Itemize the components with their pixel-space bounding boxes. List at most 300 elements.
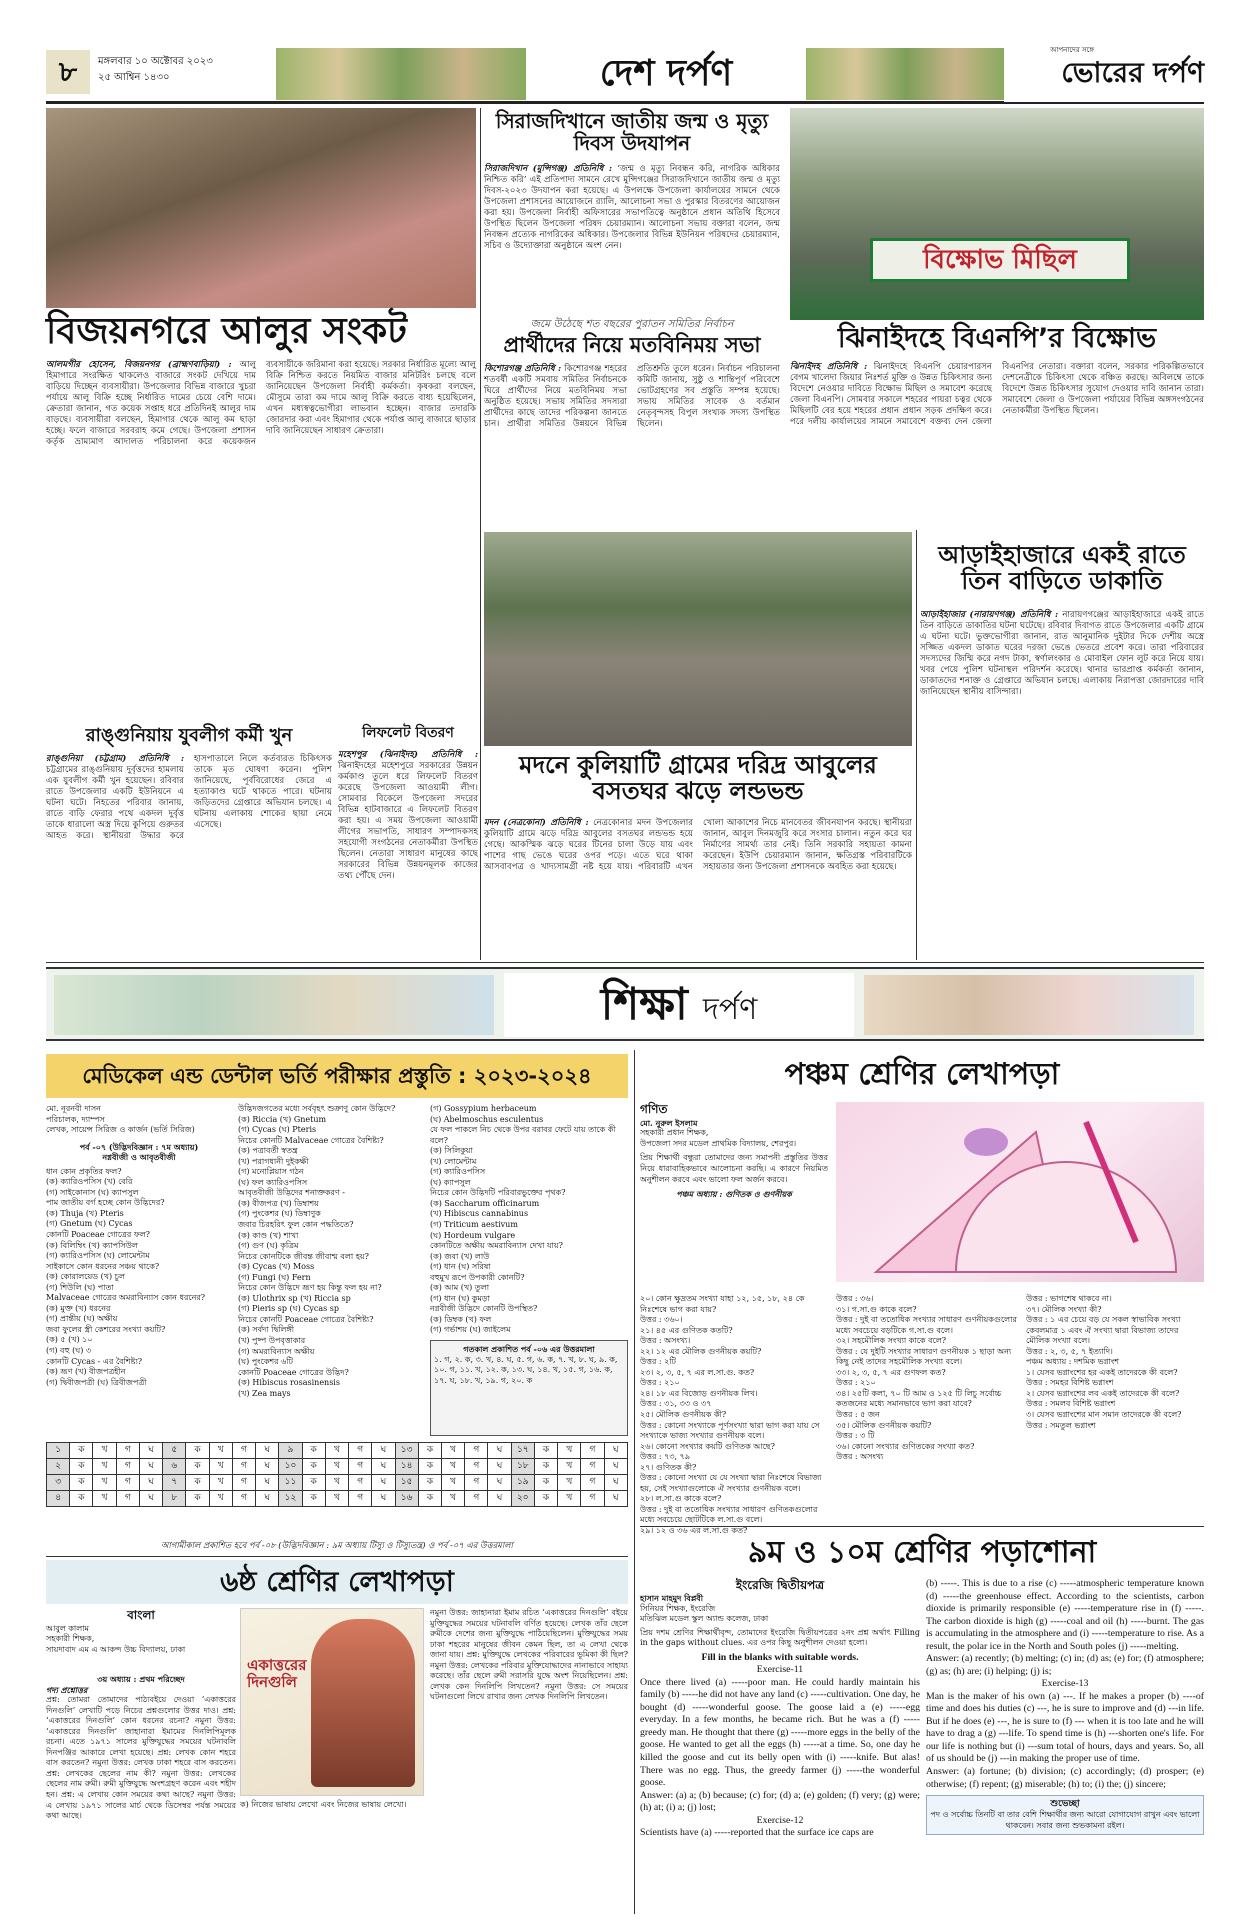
horizontal-rule: [46, 1556, 628, 1557]
class6-bottom-note: ক) নিজের ভাষায় লেখো এবং নিজের ভাষায় লেখো।: [240, 1800, 407, 1809]
question-number-cell: ১৮: [511, 1459, 534, 1475]
answer-bubble[interactable]: গ: [232, 1491, 255, 1507]
question-number-cell: ২০: [511, 1491, 534, 1507]
answer-bubble[interactable]: গ: [232, 1443, 255, 1459]
exercise-13-answer: Answer: (a) fortune; (b) division; (c) accordingly; (d) prosper; (e) otherwise; (f) repent; (g) miserable; (h) to; (i) the; (j) sincere;: [926, 1765, 1204, 1790]
question-number-cell: ১৬: [395, 1491, 418, 1507]
medical-question-line: (গ) Triticum aestivum: [430, 1220, 518, 1230]
answer-grid-row: [47, 1459, 628, 1475]
class5-subject: গণিত: [640, 1102, 668, 1116]
medical-chapter: নগ্নবীজী ও আবৃতবীজী: [102, 1152, 176, 1163]
exercise-12-answer: Answer: (a) recently; (b) melting; (c) in; (d) as; (e) for; (f) atmosphere; (g) as; (h) are; (i) helping; (j) is;: [926, 1653, 1205, 1677]
greeting-box: [926, 1795, 1204, 1835]
answer-bubble[interactable]: ঘ: [604, 1459, 627, 1475]
answer-bubble[interactable]: খ: [441, 1443, 464, 1459]
medical-question-line: (গ) অমরাবিন্যাস অক্ষীয়: [238, 1346, 315, 1356]
class6-author-block: [46, 1608, 236, 1670]
medical-question-line: (ক) পত্রাবর্তী স্বতন্ত্র: [238, 1146, 298, 1156]
answer-bubble[interactable]: গ: [116, 1443, 139, 1459]
medical-questions-3: [430, 1104, 628, 1336]
education-banner: [46, 967, 1204, 1041]
class6-qa-left: [46, 1674, 236, 1914]
class5-qa-line: উত্তর : অসংখ্য: [836, 1452, 884, 1462]
question-number-cell: ১৩: [395, 1443, 418, 1459]
answer-bubble[interactable]: খ: [209, 1475, 232, 1491]
potato-text: আলু হিমাগারে সংরক্ষিত থাকলেও বাজারে সংকট দেখিয়ে দাম বাড়িয়ে দিচ্ছেন ব্যবসায়ীরা। উপজেলার বিভিন্ন বাজারে খুচরা পর্যায়ে আলু বিক্রি হচ্ছে নির্ধারিত দামের চেয়ে বেশি দামে। ক্রেতারা জানান, গত কয়েক সপ্তাহ ধরে প্রতিদিনই আলুর দাম বাড়ছে। ব্যবসায়ীরা বলছেন, হিমাগার থেকে আলু কম ছাড়া হচ্ছে। ফলে বাজারে সরবরাহ কমে গেছে। উপজেলা প্রশাসন কর্তৃক ভ্রাম্যমাণ আদালত পরিচালনা করে কয়েকজন ব্যবসায়ীকে জরিমানা করা হয়েছে। সরকার নির্ধারিত মূল্যে আলু বিক্রি নিশ্চিত করতে নিয়মিত বাজার মনিটরিং চলছে বলে জানিয়েছেন উপজেলা নির্বাহী কর্মকর্তা। কৃষকরা বলছেন, মৌসুমে তারা কম দামে আলু বিক্রি করতে বাধ্য হয়েছিলেন, এখন মধ্যস্বত্বভোগীরা লাভবান হচ্ছেন। বাজার তদারকি জোরদার করা এবং হিমাগার থেকে পর্যাপ্ত আলু বাজারে ছাড়ার দাবি জানিয়েছেন সাধারণ ক্রেতারা।: [46, 360, 476, 447]
medical-question-line: (ক) জবা (খ) লাউ: [430, 1251, 490, 1261]
medical-question-line: (খ) লোমেন্টাম: [430, 1156, 477, 1166]
medical-footer: আগামীকাল প্রকাশিত হবে পর্ব -০৮ (উদ্ভিদবিজ্ঞান : ৯ম অধ্যায় টিস্যু ও টিস্যুতন্ত্র) ও পর্ব -০৭ এর উত্তরমালা: [161, 1540, 513, 1550]
class5-qa-line: ১। যেসব ভগ্নাংশের হর একই তাদেরকে কী বলে?: [1026, 1367, 1178, 1377]
answer-bubble[interactable]: খ: [558, 1491, 581, 1507]
class6-title: ৬ষ্ঠ শ্রেণির লেখাপড়া: [46, 1560, 628, 1604]
medical-question-line: (গ) Fungi (ঘ) Fern: [238, 1272, 311, 1282]
illustration-title: একাত্তরের দিনগুলি: [247, 1656, 307, 1692]
answer-bubble[interactable]: খ: [558, 1459, 581, 1475]
medical-question-line: নিচের কোনটি Poaceae গোত্রের বৈশিষ্ট্য?: [238, 1314, 374, 1324]
class5-qa-line: উত্তর : ১ এর চেয়ে বড় যে সকল স্বাভাবিক সংখ্যা কেবলমাত্র ১ এবং ঐ সংখ্যা দ্বারা বিভাজ্য তাদের মৌলিক সংখ্যা বলে।: [1026, 1315, 1181, 1346]
medical-question-line: (ঘ) ক্যাপসুল: [430, 1177, 471, 1187]
answer-bubble[interactable]: খ: [93, 1491, 116, 1507]
answer-bubble[interactable]: গ: [581, 1491, 604, 1507]
medical-question-line: (খ) পুষ্প উপবৃত্তাকার: [238, 1336, 306, 1346]
answer-bubble[interactable]: ক: [534, 1491, 557, 1507]
answer-bubble[interactable]: ক: [418, 1475, 441, 1491]
medical-question-line: কোনটি Poaceae গোত্রের উদ্ভিদ?: [238, 1367, 349, 1377]
answer-bubble[interactable]: গ: [349, 1459, 372, 1475]
medical-question-line: (ক) ভ্রূণ (খ) বীজপত্রহীন: [46, 1367, 126, 1377]
class5-qa-line: উত্তর : সমহর বিশিষ্ট ভগ্নাংশ: [1026, 1378, 1114, 1388]
answer-bubble[interactable]: ক: [70, 1459, 93, 1475]
potato-body: [46, 360, 476, 722]
class5-qa-line: ২৮। ল.সা.গু কাকে বলে?: [640, 1494, 722, 1504]
page-header: [46, 46, 1204, 104]
answer-bubble[interactable]: ঘ: [139, 1491, 162, 1507]
question-number-cell: ১৯: [511, 1475, 534, 1491]
answer-bubble[interactable]: গ: [465, 1459, 488, 1475]
class5-qa-column-3: [1026, 1294, 1204, 1522]
class5-qa-line: ৩১। গ.সা.গু কাকে বলে?: [836, 1304, 917, 1314]
medical-answers-title: গতকাল প্রকাশিত পর্ব -০৬ এর উত্তরমালা: [463, 1344, 595, 1354]
answer-bubble[interactable]: খ: [441, 1475, 464, 1491]
logo-tagline: আপনাদের সঙ্গে: [1050, 46, 1094, 54]
medical-question-line: (গ) পুংকেশর (ঘ) ডিম্বাণুক: [238, 1209, 321, 1219]
class6-section: গদ্য প্রশ্নোত্তর: [46, 1684, 88, 1695]
rangunia-body: [46, 754, 332, 960]
answer-bubble[interactable]: ক: [418, 1459, 441, 1475]
class5-qa-line: উত্তর : যে দুইটি সংখ্যার সাধারণ গুণনীয়ক ১ ছাড়া অন্য কিছু নেই তাদের সহমৌলিক সংখ্যা বলে।: [836, 1346, 1012, 1367]
masthead-logo: [1004, 46, 1204, 102]
class5-qa-line: উত্তর : ২, ৩, ৫, ৭ ইত্যাদি।: [1026, 1346, 1113, 1356]
class6-qa-right: [430, 1608, 628, 1914]
storm-damaged-house-photo: [484, 532, 912, 746]
medical-question-line: (ক) Ulothrix sp (খ) Riccia sp: [238, 1293, 351, 1303]
medical-question-line: কোনটিতে অক্ষীয় অমরাবিন্যাস দেখা যায়?: [430, 1241, 563, 1251]
medical-question-line: (ক) সর্বদা দ্বিলিঙ্গী: [238, 1325, 295, 1335]
answer-bubble[interactable]: ঘ: [488, 1491, 511, 1507]
answer-bubble[interactable]: ক: [70, 1475, 93, 1491]
samiti-byline: কিশোরগঞ্জ প্রতিনিধি :: [484, 364, 562, 374]
medical-author-org: লেখক, সায়েন্স সিরিজ ও কার্জন (ভর্তি সিরিজ): [46, 1125, 195, 1135]
answer-bubble[interactable]: গ: [232, 1459, 255, 1475]
medical-question-line: (খ) পরাগধানী দুইকক্ষী: [238, 1156, 309, 1166]
answer-bubble[interactable]: ক: [186, 1443, 209, 1459]
class5-intro: প্রিয় শিক্ষার্থী বন্ধুরা তোমাদের জন্য সমাপনী প্রস্তুতির উত্তর নিয়ে ধারাবাহিকভাবে আলোচনা করছি। এ কারণে নিয়মিত অনুশীলন করবে এবং ভালো ফল অর্জন করবে।: [640, 1153, 828, 1184]
answer-bubble[interactable]: ক: [534, 1475, 557, 1491]
medical-question-line: (গ) শিউলি (ঘ) পাতা: [46, 1282, 114, 1292]
medical-question-line: নিচের কোনটি Malvaceae গোত্রের বৈশিষ্ট্য?: [238, 1135, 384, 1145]
class5-qa-line: উত্তর : ২টি: [640, 1357, 676, 1367]
rally-banner: [870, 238, 1130, 282]
answer-bubble[interactable]: ঘ: [488, 1443, 511, 1459]
class5-qa-line: ৩২। সহমৌলিক সংখ্যা কাকে বলে?: [836, 1336, 946, 1346]
medical-question-line: (ক) Riccia (খ) Gnetum: [238, 1114, 327, 1124]
class5-qa-line: উত্তর : ৫ জন: [836, 1410, 880, 1420]
question-number-cell: ৪: [47, 1491, 70, 1507]
exercise-11-title: Exercise-11: [756, 1664, 804, 1676]
answer-bubble[interactable]: ক: [534, 1459, 557, 1475]
answer-bubble[interactable]: ক: [186, 1459, 209, 1475]
answer-bubble[interactable]: গ: [349, 1443, 372, 1459]
question-number-cell: ১৪: [395, 1459, 418, 1475]
medical-question-line: (ক) মুক্ত (খ) ধরনের: [46, 1303, 111, 1313]
answer-bubble[interactable]: গ: [232, 1475, 255, 1491]
medical-question-line: আবৃতবীজী উদ্ভিদের শনাক্তকরণ -: [238, 1188, 345, 1198]
answer-bubble[interactable]: গ: [116, 1491, 139, 1507]
medical-question-line: (ক) আম (খ) তুলা: [430, 1283, 490, 1293]
class5-qa-line: ৩। যেসব ভগ্নাংশের মান সমান তাদেরকে কী বলে?: [1026, 1410, 1182, 1420]
medical-question-line: নিচের কোন উদ্ভিদটি পরিবারভুক্তের পৃথক?: [430, 1188, 566, 1198]
answer-bubble[interactable]: খ: [209, 1443, 232, 1459]
class5-qa-line: উত্তর : ৭৩, ৭৯: [640, 1452, 691, 1462]
medical-column-3: [430, 1104, 628, 1336]
class5-qa-line: উত্তর : দুই বা ততোধিক সংখ্যার সাধারণ গুণনীয়কগুলোর মধ্যে সবচেয়ে বড়টিকে গ.সা.গু বলে।: [836, 1315, 1017, 1335]
medical-question-line: (ঘ) ফল ক্যারিওপসিস: [238, 1177, 308, 1187]
medical-column-2: [238, 1104, 424, 1450]
class910-right-column: [926, 1578, 1204, 1914]
class6-body-left: প্রশ্ন: তোমরা তোমাদের পাঠ্যবইয়ে দেওয়া ‘একাত্তরের দিনগুলি’ লেখাটি পড়ে নিচের প্রশ্নগুলোর উত্তর দাও। প্রশ্ন: ‘একাত্তরের দিনগুলি’ কোন ধরনের রচনা? নমুনা উত্তর: ‘একাত্তরের দিনগুলি’ জাহানারা ইমামের দিনলিপিমূলক রচনা। এতে ১৯৭১ সালের মুক্তিযুদ্ধের সময়ের ঘটনাবলি দিনপঞ্জির আকারে লেখা হয়েছে। প্রশ্ন: লেখক কোন শহরে বাস করতেন? নমুনা উত্তর: লেখক ঢাকা শহরে বাস করতেন। প্রশ্ন: লেখকের ছেলের নাম কী? নমুনা উত্তর: লেখকের ছেলের নাম রুমী। রুমী মুক্তিযুদ্ধে অংশগ্রহণ করেন এবং শহীদ হন। প্রশ্ন: এ লেখায় কোন সময়ের কথা আছে? নমুনা উত্তর: এ লেখায় ১৯৭১ সালের মার্চ থেকে ডিসেম্বর পর্যন্ত সময়ের কথা আছে।: [46, 1695, 236, 1821]
class6-chapter: ৩য় অধ্যায় : প্রথম পরিচ্ছেদ: [97, 1674, 185, 1684]
answer-bubble[interactable]: খ: [209, 1491, 232, 1507]
class910-subject: ইংরেজি দ্বিতীয়পত্র: [735, 1578, 825, 1592]
medical-question-line: (খ) Hibiscus cannabinus: [430, 1209, 529, 1219]
question-number-cell: ১২: [279, 1491, 302, 1507]
medical-question-line: (গ) গুণ (ঘ) কৃত্রিম: [238, 1241, 299, 1251]
exercise-12-start: Scientists have (a) -----reported that the surface ice caps are: [640, 1827, 874, 1839]
kuliati-headline: মদনে কুলিয়াটি গ্রামের দরিদ্র আবুলের বসতঘর ঝড়ে লন্ডভন্ড: [519, 751, 877, 806]
medical-question-line: (ঘ) Hordeum vulgare: [430, 1230, 516, 1240]
class5-author: মো. নুরুল ইসলাম: [640, 1117, 698, 1128]
answer-bubble[interactable]: গ: [465, 1491, 488, 1507]
medical-question-line: (ক) Saccharum officinarum: [430, 1198, 540, 1208]
medical-question-line: (ঘ) Abelmoschus esculentus: [430, 1114, 544, 1124]
class6-author-role: সহকারী শিক্ষক,: [46, 1634, 95, 1644]
answer-bubble[interactable]: ঘ: [256, 1459, 279, 1475]
answer-bubble[interactable]: গ: [116, 1459, 139, 1475]
answer-bubble[interactable]: ক: [534, 1443, 557, 1459]
class5-author-role: সহকারী প্রধান শিক্ষক,: [640, 1128, 709, 1138]
class5-qa-line: ২১। ৪৫ এর গুণিতক কতটি?: [640, 1325, 733, 1335]
class5-qa-line: ২৫। মৌলিক গুণনীয়ক কী?: [640, 1410, 727, 1420]
answer-bubble[interactable]: ক: [418, 1443, 441, 1459]
answer-bubble[interactable]: ঘ: [372, 1459, 395, 1475]
question-number-cell: ৮: [163, 1491, 186, 1507]
answer-bubble[interactable]: খ: [93, 1459, 116, 1475]
medical-question-line: (ক) ডিম্বক (খ) ফল: [430, 1314, 492, 1324]
sirajdikhan-headline: সিরাজদিখানে জাতীয় জন্ম ও মৃত্যু দিবস উদযাপন: [495, 109, 769, 155]
class5-qa-line: উত্তর : ভাগশেষ থাকবে না।: [1026, 1294, 1112, 1303]
samiti-text: কিশোরগঞ্জ শহরের শতবর্ষী একটি সমবায় সমিতির নির্বাচনকে ঘিরে প্রার্থীদের নিয়ে মতবিনিময় সভা অনুষ্ঠিত হয়েছে। সভায় সমিতির সদস্যরা প্রার্থীদের কাছে তাদের পরিকল্পনা জানতে চান। প্রার্থীরা সমিতির উন্নয়নে বিভিন্ন প্রতিশ্রুতি তুলে ধরেন। নির্বাচন পরিচালনা কমিটি জানায়, সুষ্ঠু ও শান্তিপূর্ণ পরিবেশে ভোটগ্রহণের সব প্রস্তুতি সম্পন্ন হয়েছে। সভায় সমিতির সাবেক ও বর্তমান নেতৃবৃন্দসহ বিপুল সংখ্যক সদস্য উপস্থিত ছিলেন।: [484, 364, 780, 429]
answer-bubble[interactable]: গ: [581, 1475, 604, 1491]
araihazar-body: [920, 610, 1204, 960]
class5-qa-line: ২৯। ১২ ও ৩৬ এর ল.সা.গু কত?: [640, 1526, 748, 1536]
medical-question-line: (ক) কাণ্ড (খ) শাখা: [238, 1230, 299, 1240]
araihazar-headline: আড়াইহাজারে একই রাতে তিন বাড়িতে ডাকাতি: [938, 541, 1186, 596]
answer-bubble[interactable]: গ: [465, 1475, 488, 1491]
class5-qa-line: ৩৩। ২, ৩, ৫, ৭ এর গুণফল কত?: [836, 1367, 946, 1377]
answer-bubble[interactable]: খ: [93, 1475, 116, 1491]
question-number-cell: ১৭: [511, 1443, 534, 1459]
answer-bubble[interactable]: ক: [70, 1443, 93, 1459]
rangunia-text: চট্টগ্রামের রাঙ্গুনিয়ায় দুর্বৃত্তদের হামলায় এক যুবলীগ কর্মী খুন হয়েছেন। রবিবার রাতে উপজেলার একটি ইউনিয়নে এ ঘটনা ঘটে। নিহতের পরিবার জানায়, রাতে বাড়ি ফেরার পথে একদল দুর্বৃত্ত তাকে ধারালো অস্ত্র দিয়ে কুপিয়ে গুরুতর আহত করে। স্থানীয়রা উদ্ধার করে হাসপাতালে নিলে কর্তব্যরত চিকিৎসক তাকে মৃত ঘোষণা করেন। পুলিশ জানিয়েছে, পূর্ববিরোধের জেরে এ হত্যাকাণ্ড ঘটে থাকতে পারে। ঘটনায় জড়িতদের গ্রেপ্তারে অভিযান চলছে। এ ঘটনায় এলাকায় শোকের ছায়া নেমে এসেছে।: [46, 754, 332, 841]
greeting-body: পদ ও সর্বোচ্চ তিনটি বা তার বেশি শিক্ষার্থীর জন্য আরো যোগাযোগ রাখুন এবং ভালো থাকবেন। সবার জন্য শুভকামনা রইল।: [930, 1810, 1200, 1830]
answer-bubble[interactable]: গ: [581, 1443, 604, 1459]
class910-intro: প্রিয় দশম শ্রেণির শিক্ষার্থীবৃন্দ, তোমাদের ইংরেজি দ্বিতীয়পত্রের ২নং প্রশ্ন অর্থাৎ Filling in the gaps without clues. এর ওপর কিছু অনুশীলন দেওয়া হলো।: [640, 1627, 920, 1648]
medical-question-line: (গ) প্রান্তীয় (ঘ) অক্ষীয়: [46, 1314, 118, 1324]
class5-qa-line: উত্তর : ২১০: [836, 1378, 876, 1388]
question-number-cell: ১৫: [395, 1475, 418, 1491]
answer-bubble[interactable]: ক: [186, 1491, 209, 1507]
medical-question-line: নগ্নবীজী উদ্ভিদে কোনটি উপস্থিত?: [430, 1304, 538, 1314]
issue-date: [98, 54, 213, 86]
medical-question-line: (গ) সাইকোনাস (ঘ) ক্যাপসুল: [46, 1187, 139, 1197]
answer-bubble[interactable]: গ: [349, 1475, 372, 1491]
horizontal-rule: [46, 962, 1204, 963]
issue-date-gregorian: মঙ্গলবার ১০ অক্টোবর ২০২৩: [98, 56, 213, 67]
medical-answer-grid: [46, 1442, 628, 1538]
answer-bubble[interactable]: ঘ: [372, 1475, 395, 1491]
answer-bubble[interactable]: ঘ: [488, 1475, 511, 1491]
samiti-headline: প্রার্থীদের নিয়ে মতবিনিময় সভা: [503, 333, 761, 357]
answer-bubble[interactable]: ক: [302, 1475, 325, 1491]
rangunia-byline: রাঙ্গুনিয়া (চট্টগ্রাম) প্রতিনিধি :: [46, 754, 184, 764]
exercise-13-text: Man is the maker of his own (a) ---. If he makes a proper (b) ----of time and does his duties (c) ---, he is sure to improve and (d) ---in life. But if he does (e) ---, he is sure to (f) --- when it is too late and he will have to drag a (g) ---life. To spend time is (h) ---shorten one's life. For our life is nothing but (i) ---sum total of hours, days and years. So, all of us should be (j) ---in making the proper use of time.: [926, 1690, 1204, 1765]
answer-bubble[interactable]: ঘ: [139, 1443, 162, 1459]
answer-bubble[interactable]: গ: [581, 1459, 604, 1475]
answer-bubble-grid: [46, 1442, 628, 1507]
answer-bubble[interactable]: ক: [418, 1491, 441, 1507]
geometry-tools-illustration: [836, 1102, 1204, 1282]
class910-author: হাসান মাহমুদ বিপ্লবী: [640, 1593, 704, 1603]
answer-grid-row: [47, 1491, 628, 1507]
class5-qa-line: ৩৭। মৌলিক সংখ্যা কী?: [1026, 1304, 1102, 1314]
answer-bubble[interactable]: ক: [302, 1459, 325, 1475]
class5-items-left: [640, 1294, 828, 1537]
class910-instruction: Fill in the blanks with suitable words.: [701, 1651, 859, 1663]
sirajdikhan-text: ‘জন্ম ও মৃত্যু নিবন্ধন করি, নাগরিক অধিকার নিশ্চিত করি’ এই প্রতিপাদ্য সামনে রেখে মুন্সিগঞ্জের সিরাজদিখানে জাতীয় জন্ম ও মৃত্যু দিবস-২০২৩ উদযাপন করা হয়েছে। এ উপলক্ষে উপজেলা কার্যালয়ের সামনে থেকে উপজেলা প্রশাসনের আয়োজনে র‌্যালি, আলোচনা সভা ও পুরস্কার বিতরণের আয়োজন করা হয়। উপজেলা নির্বাহী অফিসারের সভাপতিত্বে অনুষ্ঠানে প্রধান অতিথি হিসেবে উপস্থিত ছিলেন উপজেলা পরিষদ চেয়ারম্যান। আলোচনা সভায় বক্তারা বলেন, জন্ম নিবন্ধন প্রত্যেক নাগরিকের অধিকার। উপজেলার বিভিন্ন ইউনিয়ন পরিষদের চেয়ারম্যান, সচিব ও উদ্যোক্তারা অনুষ্ঠানে অংশ নেন।: [484, 164, 780, 251]
answer-bubble[interactable]: ঘ: [256, 1443, 279, 1459]
medical-ribbon: মেডিকেল এন্ড ডেন্টাল ভর্তি পরীক্ষার প্রস্তুতি : ২০২৩-২০২৪: [46, 1054, 628, 1098]
header-photo-strip-right: [806, 48, 1006, 100]
answer-bubble[interactable]: খ: [209, 1459, 232, 1475]
header-photo-strip-left: [276, 48, 526, 100]
medical-answers-body: ১. গ, ২. ক, ৩. খ, ৪. ঘ, ৫. গ, ৬. ক, ৭. খ, ৮. ঘ, ৯. ক, ১০. গ, ১১. খ, ১২. ক, ১৩. ঘ, ১৪. খ, ১৫. গ, ১৬. ক, ১৭. ঘ, ১৮. খ, ১৯. গ, ২০. ক: [434, 1354, 618, 1385]
class6-author: আবুল কালাম: [46, 1623, 89, 1633]
medical-question-line: (গ) Gnetum (ঘ) Cycas: [46, 1219, 133, 1229]
class6-body-right: নমুনা উত্তর: জাহানারা ইমাম রচিত ‘একাত্তরের দিনগুলি’ বইয়ে মুক্তিযুদ্ধের সময়ের ঘটনাবলি বর্ণিত হয়েছে। লেখক তাঁর ছেলে রুমীকে দেশের জন্য মুক্তিযুদ্ধে পাঠিয়েছিলেন। মুক্তিযুদ্ধের সময় ঢাকা শহরের মানুষের জীবন কেমন ছিল, তা এ লেখা থেকে জানা যায়। প্রশ্ন: মুক্তিযুদ্ধে লেখকের পরিবারের ভূমিকা কী ছিল? নমুনা উত্তর: লেখকের পরিবার মুক্তিযোদ্ধাদের নানাভাবে সাহায্য করেছে। তাঁর ছেলে রুমী সরাসরি যুদ্ধে অংশ নিয়েছিলেন। প্রশ্ন: লেখক কেন দিনলিপি লিখতেন? নমুনা উত্তর: সে সময়ের ঘটনাগুলো লিখে রাখার জন্য লেখক দিনলিপি লিখতেন।: [430, 1608, 628, 1702]
exercise-12-title: Exercise-12: [756, 1814, 804, 1826]
answer-bubble[interactable]: ক: [70, 1491, 93, 1507]
answer-bubble[interactable]: গ: [349, 1491, 372, 1507]
medical-question-line: Malvaceae গোত্রের অমরাবিন্যাস কোন ধরনের?: [46, 1293, 206, 1303]
answer-bubble[interactable]: ঘ: [256, 1491, 279, 1507]
answer-grid-row: [47, 1443, 628, 1459]
medical-questions-1: [46, 1167, 232, 1388]
medical-question-line: জবার চিরহরিৎ ফুল কোন পদ্ধতিতে?: [238, 1220, 354, 1230]
medical-question-line: (গ) ধান (ঘ) সরিষা: [430, 1262, 491, 1272]
medical-question-line: (ক) Hibiscus rosasinensis: [238, 1378, 340, 1388]
answer-bubble[interactable]: ক: [186, 1475, 209, 1491]
exercise-12-text: (b) -----. This is due to a rise (c) -----atmospheric temperature known (d) -----the greenhouse effect. According to the scientists, carbon dioxide is primarily responsible (e) -----temperature rise in (f) -----. The carbon dioxide is high (g) -----coal and oil (h) -----burnt. The gas is accumulating in the atmosphere and (i) -----temperature to rise. As a result, the polar ice in the North and South poles (j) -----melting.: [926, 1578, 1204, 1652]
medical-author: মো. নূরনবী দাসন: [46, 1104, 101, 1113]
answer-bubble[interactable]: খ: [93, 1443, 116, 1459]
column-rule: [634, 1050, 635, 1914]
kuliati-body: [484, 818, 912, 960]
liflet-byline: মহেশপুর (ঝিনাইদহ) প্রতিনিধি :: [338, 750, 478, 760]
medical-question-line: (ক) সিলিকুয়া: [430, 1146, 473, 1156]
medical-question-line: (ক) Cycas (খ) Moss: [238, 1262, 315, 1272]
answer-bubble[interactable]: খ: [325, 1491, 348, 1507]
answer-bubble[interactable]: খ: [325, 1443, 348, 1459]
medical-question-line: (ক) বিলিম্বিং (খ) ক্যাপসিউল: [46, 1240, 138, 1250]
class910-author-role: সিনিয়র শিক্ষক, ইংরেজি: [640, 1603, 716, 1613]
potato-market-photo: [46, 108, 476, 308]
sirajdikhan-body: [484, 164, 780, 312]
answer-bubble[interactable]: গ: [116, 1475, 139, 1491]
answer-bubble[interactable]: ঘ: [488, 1459, 511, 1475]
answer-bubble[interactable]: ঘ: [139, 1459, 162, 1475]
class5-qa-line: উত্তর : ৩৬।: [836, 1294, 874, 1303]
liflet-body: [338, 750, 478, 960]
medical-question-line: (গ) দ্বিবীজপত্রী (ঘ) ত্রিবীজপত্রী: [46, 1377, 147, 1387]
class5-qa-line: উত্তর : কোনো সংখ্যাকে পূর্ণসংখ্যা দ্বারা ভাগ করা যায় সে সংখ্যাকে ভাজ্য সংখ্যার গুণনীয়ক বলে।: [640, 1420, 820, 1441]
jhenaidah-rally-photo: [790, 108, 1204, 320]
class5-author-org: উপজেলা সদর মডেল প্রাথমিক বিদ্যালয়, শেরপুর।: [640, 1138, 797, 1148]
answer-bubble[interactable]: খ: [441, 1459, 464, 1475]
question-number-cell: ৬: [163, 1459, 186, 1475]
answer-bubble[interactable]: গ: [465, 1443, 488, 1459]
ekattorer-dinguli-illustration: [240, 1608, 424, 1796]
liflet-headline: লিফলেট বিতরণ: [362, 725, 454, 741]
answer-bubble[interactable]: ক: [302, 1491, 325, 1507]
class5-items-right: [1026, 1294, 1204, 1431]
medical-question-line: (ক) বীজপত্র (খ) ডিম্বাশয়: [238, 1198, 319, 1208]
logo-name: ভোরের দর্পণ: [1061, 55, 1204, 89]
jhenaidah-byline: ঝিনাইদহ প্রতিনিধি :: [790, 362, 868, 372]
araihazar-text: নারায়ণগঞ্জের আড়াইহাজারে একই রাতে তিন বাড়িতে ডাকাতির ঘটনা ঘটেছে। রবিবার দিবাগত রাতে উপজেলার একটি গ্রামে এ ঘটনা ঘটে। ভুক্তভোগীরা জানান, রাত আনুমানিক দুইটার দিকে দেশীয় অস্ত্রে সজ্জিত একদল ডাকাত ঘরের দরজা ভেঙে ভেতরে প্রবেশ করে। তারা পরিবারের সদস্যদের জিম্মি করে নগদ টাকা, স্বর্ণালংকার ও মোবাইল ফোন লুট করে নিয়ে যায়। খবর পেয়ে পুলিশ ঘটনাস্থল পরিদর্শন করেছে। থানার ভারপ্রাপ্ত কর্মকর্তা জানান, ডাকাতদের শনাক্ত ও গ্রেপ্তারে অভিযান চলছে। এলাকায় নিরাপত্তা জোরদারের দাবি জানিয়েছেন স্থানীয় বাসিন্দারা।: [920, 610, 1204, 697]
class5-qa-line: উত্তর : সমতুল ভগ্নাংশ: [1026, 1420, 1096, 1430]
potato-byline: আলমগীর হোসেন, বিজয়নগর (ব্রাহ্মণবাড়িয়া) :: [46, 360, 232, 370]
medical-question-line: (গ) বহু (ঘ) ৩: [46, 1346, 92, 1356]
answer-bubble[interactable]: ঘ: [604, 1475, 627, 1491]
education-banner-title: [504, 973, 854, 1037]
answer-bubble[interactable]: খ: [441, 1491, 464, 1507]
page-number: ৮: [46, 50, 90, 94]
class5-qa-line: উত্তর : ৩৬০।: [640, 1315, 683, 1325]
samiti-body: [484, 364, 780, 526]
answer-bubble[interactable]: ঘ: [604, 1443, 627, 1459]
answer-bubble[interactable]: খ: [325, 1459, 348, 1475]
class910-left-column: [640, 1578, 920, 1914]
class5-items-mid: [836, 1294, 1020, 1463]
question-number-cell: ১১: [279, 1475, 302, 1491]
answer-bubble[interactable]: ঘ: [139, 1475, 162, 1491]
medical-author-role: পরিচালক, দ্যাম্পস: [46, 1114, 105, 1124]
kuliati-text: নেত্রকোনার মদন উপজেলার কুলিয়াটি গ্রামে ঝড়ে দরিদ্র আবুলের বসতঘর লন্ডভন্ড হয়ে গেছে। আকস্মিক ঝড়ে ঘরের টিনের চালা উড়ে যায় এবং পাশের গাছ ভেঙে ঘরের ওপর পড়ে। এতে ঘরে থাকা আসবাবপত্র ও খাদ্যসামগ্রী নষ্ট হয়ে যায়। পরিবারটি এখন খোলা আকাশের নিচে মানবেতর জীবনযাপন করছে। স্থানীয়রা জানান, আবুল দিনমজুরি করে সংসার চালান। নতুন করে ঘর নির্মাণের সামর্থ্য তার নেই। তিনি সরকারি সহায়তা কামনা করেছেন। ইউপি চেয়ারম্যান জানান, ক্ষতিগ্রস্ত পরিবারটিকে সহায়তার জন্য উপজেলা প্রশাসনকে অবহিত করা হয়েছে।: [484, 818, 912, 872]
exercise-11-text: Once there lived (a) -----poor man. He could hardly maintain his family (b) -----he did not have any land (c) -----cultivation. One day, he bought (d) -----wonderful goose. The goose laid a (e) -----egg everyday. In a few months, he became rich. But he was a (f) -----greedy man. He thought that there (g) -----more eggs in the belly of the goose. He wanted to get all the eggs (h) -----at a time. So, one day he killed the goose and cut its belly open with (i) -----knife. But alas! There was no egg. Thus, the greedy farmer (j) -----the wonderful goose.: [640, 1676, 920, 1789]
answer-bubble[interactable]: খ: [325, 1475, 348, 1491]
class5-qa-line: ৩৪। ২৫টি কলা, ৭০ টি আম ও ১২৫ টি লিচু সর্বোচ্চ কতজনের মধ্যে সমানভাবে ভাগ করা যাবে?: [836, 1388, 1002, 1409]
medical-question-line: (ক) Thuja (খ) Pteris: [46, 1208, 124, 1218]
answer-bubble[interactable]: ঘ: [372, 1491, 395, 1507]
potato-headline: বিজয়নগরে আলুর সংকট: [46, 311, 407, 352]
medical-question-line: ধান কোন প্রকৃতির ফল?: [46, 1166, 122, 1176]
medical-question-line: (গ) গর্ভাশয় (ঘ) জাইলেম: [430, 1325, 511, 1335]
class5-qa-line: ২২। ১২ এর মৌলিক গুণনীয়ক কয়টি?: [640, 1346, 762, 1356]
class5-qa-line: ২৭। গুণিতক কী?: [640, 1462, 697, 1472]
medical-question-line: বহুমুখ রূপে উপকারী কোনটি?: [430, 1272, 525, 1282]
answer-bubble[interactable]: ঘ: [256, 1475, 279, 1491]
class5-qa-line: উত্তর : কোনো সংখ্যা যে যে সংখ্যা দ্বারা নিঃশেষে বিভাজ্য হয়, সেই সংখ্যাগুলোকে ঐ সংখ্যার গুণনীয়ক বলে।: [640, 1473, 822, 1493]
class5-qa-column-1: [640, 1294, 828, 1536]
education-illustration-left: [54, 975, 494, 1035]
question-number-cell: ২: [47, 1459, 70, 1475]
class5-qa-line: ২। যেসব ভগ্নাংশের লব একই তাদেরকে কী বলে?: [1026, 1388, 1180, 1398]
class6-author-org: সায়দাবাদ এম এ আকন্দ উচ্চ বিদ্যালয়, ঢাকা: [46, 1644, 186, 1654]
medical-question-line: (গ) Gossypium herbaceum: [430, 1104, 537, 1113]
class5-qa-line: ২৬। কোনো সংখ্যার কয়টি গুণিতক আছে?: [640, 1441, 775, 1451]
class6-subject: বাংলা: [127, 1608, 155, 1622]
medical-question-line: যে ফল পাকলে নিচ থেকে উপর বরাবর ফেটে যায় তাকে কী বলে?: [430, 1125, 616, 1145]
exercise-13-title: Exercise-13: [1041, 1678, 1089, 1690]
sirajdikhan-byline: সিরাজদিখান (মুন্সিগঞ্জ) প্রতিনিধি :: [484, 164, 613, 174]
medical-column-1: [46, 1104, 232, 1450]
class5-qa-line: ৩৬। কোনো সংখ্যার গুণিতকের সংখ্যা কত?: [836, 1441, 975, 1451]
medical-question-line: (গ) Pieris sp (ঘ) Cycas sp: [238, 1304, 339, 1314]
question-number-cell: ১: [47, 1443, 70, 1459]
liflet-text: ঝিনাইদহের মহেশপুরে সরকারের উন্নয়ন কর্মকাণ্ড তুলে ধরে লিফলেট বিতরণ করেছে উপজেলা আওয়ামী লীগ। সোমবার বিকেলে উপজেলা সদরের বিভিন্ন হাটবাজারে এ লিফলেট বিতরণ করা হয়। এ সময় উপজেলা আওয়ামী লীগের সভাপতি, সাধারণ সম্পাদকসহ সহযোগী সংগঠনের নেতাকর্মীরা উপস্থিত ছিলেন। নেতারা সাধারণ মানুষের কাছে সরকারের বিভিন্ন উন্নয়নমূলক কাজের তথ্য পৌঁছে দেন।: [338, 761, 478, 881]
medical-question-line: (গ) ক্যারিওপসিস (ঘ) লোমেন্টাম: [46, 1251, 150, 1261]
answer-bubble[interactable]: খ: [558, 1443, 581, 1459]
medical-question-line: (ক) কোরালয়েড (খ) চুল: [46, 1272, 125, 1282]
education-illustration-right: [864, 975, 1194, 1035]
medical-question-line: সাইকাসে কোন ধরনের সঞ্চয় থাকে?: [46, 1261, 160, 1271]
section-title: দেশ দর্পণ: [526, 48, 806, 100]
answer-bubble[interactable]: ক: [302, 1443, 325, 1459]
class5-qa-line: ২০। কোন ক্ষুদ্রতম সংখ্যা যাহা ১২, ১৫, ১৮, ২৪ কে নিঃশেষে ভাগ করা যায়?: [640, 1294, 805, 1314]
answer-bubble[interactable]: ঘ: [604, 1491, 627, 1507]
question-number-cell: ১০: [279, 1459, 302, 1475]
answer-bubble[interactable]: খ: [558, 1475, 581, 1491]
greeting-title: শুভেচ্ছা: [1050, 1799, 1080, 1810]
answer-bubble[interactable]: ঘ: [372, 1443, 395, 1459]
class5-title: পঞ্চম শ্রেণির লেখাপড়া: [784, 1057, 1060, 1092]
class910-author-org: মতিঝিল মডেল স্কুল অ্যান্ড কলেজ, ঢাকা: [640, 1614, 769, 1624]
medical-question-line: (গ) ধান (ঘ) কুমড়া: [430, 1293, 490, 1303]
medical-question-line: জবা ফুলের স্ত্রী কেশরের সংখ্যা কয়টি?: [46, 1324, 166, 1334]
class5-qa-line: উত্তর : ৩ টি: [836, 1431, 875, 1441]
medical-question-line: নিচের কোন উদ্ভিদে ভ্রূণ হয় কিন্তু ফল হয় না?: [238, 1283, 382, 1293]
